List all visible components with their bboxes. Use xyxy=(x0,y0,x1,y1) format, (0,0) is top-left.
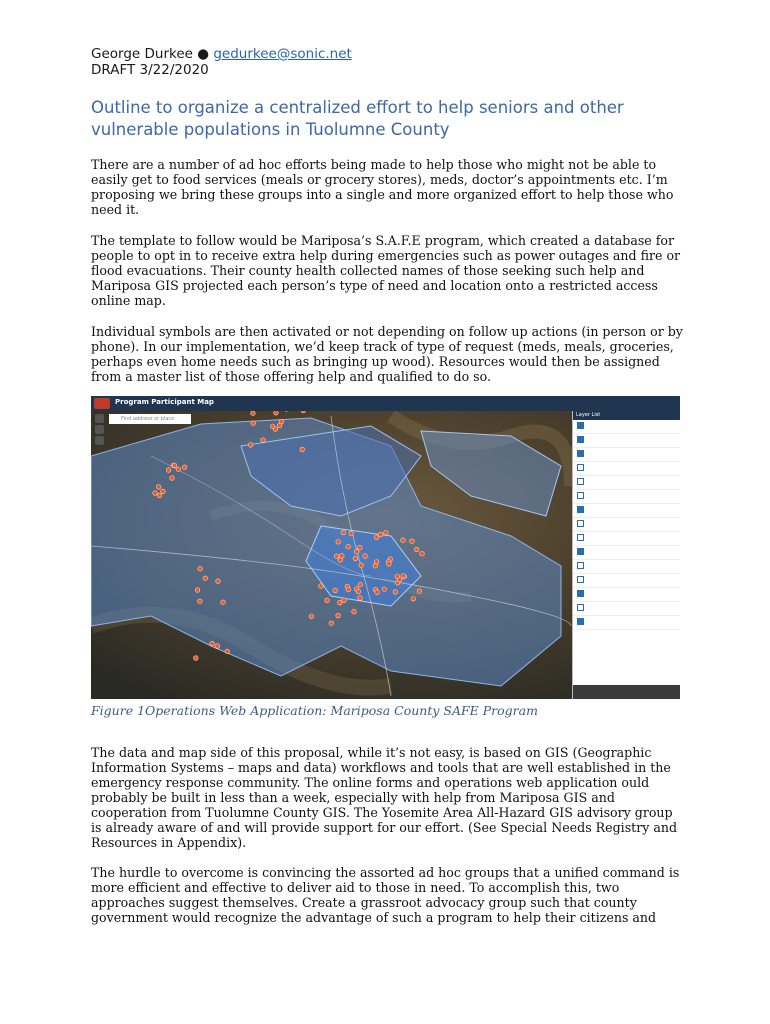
participant-point[interactable] xyxy=(333,588,338,593)
participant-point[interactable] xyxy=(225,649,230,654)
participant-point[interactable] xyxy=(221,600,226,605)
document-page xyxy=(91,46,683,925)
layer-row[interactable] xyxy=(573,476,680,490)
participant-point[interactable] xyxy=(198,599,203,604)
participant-point[interactable] xyxy=(341,530,346,535)
author-name: George Durkee xyxy=(91,46,193,62)
paragraph-gis: The data and map side of this proposal, while it’s not easy, is based on GIS (Geographic Information Systems – maps and data) workflows and tools that are well established in the emergency response community. The online forms and operations web application ould probably be built in less than a week, especially with help from Mariposa GIS and cooperation from Tuolumne County GIS. The Yosemite Area All-Hazard GIS advisory group is already aware of and will provide support for our effort. (See Special Needs Registry and Resources in Appendix). xyxy=(91,745,678,850)
participant-point[interactable] xyxy=(374,560,379,565)
participant-point[interactable] xyxy=(161,489,166,494)
participant-point[interactable] xyxy=(194,656,199,661)
paragraph-symbols: Individual symbols are then activated or not depending on follow up actions (in person or by phone). In our implementation, we’d keep track of type of request (meds, meals, groceries, perhaps even home needs such as bringing up wood). Resources would then be assigned from a master list of those offering help and qualified to do so. xyxy=(91,324,683,384)
layer-row[interactable] xyxy=(573,490,680,504)
layer-list-panel xyxy=(572,411,680,699)
participant-point[interactable] xyxy=(153,491,158,496)
participant-point[interactable] xyxy=(329,621,334,626)
participant-point[interactable] xyxy=(374,535,379,540)
participant-point[interactable] xyxy=(216,579,221,584)
participant-point[interactable] xyxy=(387,562,392,567)
participant-point[interactable] xyxy=(342,598,347,603)
layer-row[interactable] xyxy=(573,588,680,602)
document-title: Outline to organize a centralized effort to help seniors and other vulnerable populations in Tuolumne County xyxy=(91,98,624,139)
layer-row[interactable] xyxy=(573,616,680,630)
participant-point[interactable] xyxy=(261,438,266,443)
participant-point[interactable] xyxy=(172,463,177,468)
paragraph-hurdle: The hurdle to overcome is convincing the assorted ad hoc groups that a unified command is more efficient and effective to deliver aid to those in need. To accomplish this, two approaches suggest themselves. Create a grassroot advocacy group such that county government would recognize the advantage of such a program to help their citizens and xyxy=(91,865,680,925)
layer-row[interactable] xyxy=(573,448,680,462)
participant-point[interactable] xyxy=(166,468,171,473)
participant-point[interactable] xyxy=(397,578,402,583)
participant-point[interactable] xyxy=(359,563,364,568)
layer-row[interactable] xyxy=(573,462,680,476)
search-input[interactable]: Find address or place xyxy=(109,414,191,424)
layer-row[interactable] xyxy=(573,560,680,574)
layer-row[interactable] xyxy=(573,546,680,560)
figure-map-screenshot xyxy=(91,396,680,699)
participant-point[interactable] xyxy=(352,609,357,614)
participant-point[interactable] xyxy=(336,540,341,545)
panel-toolbar xyxy=(573,685,680,699)
participant-point[interactable] xyxy=(156,485,161,490)
participant-point[interactable] xyxy=(393,590,398,595)
participant-point[interactable] xyxy=(417,589,422,594)
participant-point[interactable] xyxy=(358,582,363,587)
participant-point[interactable] xyxy=(195,588,200,593)
zoom-out-icon[interactable] xyxy=(95,425,104,434)
participant-point[interactable] xyxy=(346,587,351,592)
participant-point[interactable] xyxy=(356,589,361,594)
participant-point[interactable] xyxy=(198,566,203,571)
participant-point[interactable] xyxy=(382,587,387,592)
participant-point[interactable] xyxy=(336,613,341,618)
county-logo-icon xyxy=(94,398,110,409)
participant-point[interactable] xyxy=(401,574,406,579)
participant-point[interactable] xyxy=(337,600,342,605)
layer-list-title: Layer List xyxy=(573,411,680,420)
app-header xyxy=(91,396,680,411)
participant-point[interactable] xyxy=(363,554,368,559)
participant-point[interactable] xyxy=(334,554,339,559)
participant-point[interactable] xyxy=(176,467,181,472)
layer-row[interactable] xyxy=(573,574,680,588)
participant-point[interactable] xyxy=(401,538,406,543)
participant-point[interactable] xyxy=(358,545,363,550)
participant-point[interactable] xyxy=(420,551,425,556)
participant-point[interactable] xyxy=(277,423,282,428)
participant-point[interactable] xyxy=(410,539,415,544)
map-app xyxy=(91,396,680,699)
paragraph-template: The template to follow would be Mariposa’s S.A.F.E program, which created a database for people to opt in to receive extra help during emergencies such as power outages and fire or flood evacuations. Their county health collected names of those seeking such help and Mariposa GIS projected each person’s type of need and location onto a restricted access online map. xyxy=(91,233,681,308)
participant-point[interactable] xyxy=(274,411,279,416)
participant-point[interactable] xyxy=(375,590,380,595)
layer-row[interactable] xyxy=(573,532,680,546)
participant-point[interactable] xyxy=(309,614,314,619)
app-title: Program Participant Map xyxy=(115,398,214,406)
participant-point[interactable] xyxy=(170,476,175,481)
participant-point[interactable] xyxy=(182,465,187,470)
participant-point[interactable] xyxy=(349,531,354,536)
participant-point[interactable] xyxy=(411,597,416,602)
layer-row[interactable] xyxy=(573,602,680,616)
layer-row[interactable] xyxy=(573,518,680,532)
figure-caption: Figure 1Operations Web Application: Mariposa County SAFE Program xyxy=(91,703,538,718)
participant-point[interactable] xyxy=(346,544,351,549)
participant-point[interactable] xyxy=(325,598,330,603)
draft-date: DRAFT 3/22/2020 xyxy=(91,62,209,78)
participant-point[interactable] xyxy=(378,532,383,537)
layer-row[interactable] xyxy=(573,420,680,434)
participant-point[interactable] xyxy=(414,547,419,552)
author-line xyxy=(91,46,683,62)
bullet-icon: ● xyxy=(197,46,210,62)
participant-point[interactable] xyxy=(210,641,215,646)
participant-point[interactable] xyxy=(251,411,256,416)
participant-point[interactable] xyxy=(319,584,324,589)
participant-point[interactable] xyxy=(248,443,253,448)
participant-point[interactable] xyxy=(215,644,220,649)
paragraph-intro: There are a number of ad hoc efforts being made to help those who might not be able to easily get to food services (meals or grocery stores), meds, doctor’s appointments etc. I’m proposing we bring these groups into a single and more organized effort to help those who need it. xyxy=(91,157,674,217)
layer-row[interactable] xyxy=(573,504,680,518)
participant-point[interactable] xyxy=(251,421,256,426)
zoom-in-icon[interactable] xyxy=(95,414,104,423)
participant-point[interactable] xyxy=(157,493,162,498)
participant-point[interactable] xyxy=(358,596,363,601)
participant-point[interactable] xyxy=(270,424,275,429)
participant-point[interactable] xyxy=(353,556,358,561)
participant-point[interactable] xyxy=(354,549,359,554)
participant-point[interactable] xyxy=(384,530,389,535)
participant-point[interactable] xyxy=(203,576,208,581)
participant-point[interactable] xyxy=(300,447,305,452)
layer-row[interactable] xyxy=(573,434,680,448)
home-icon[interactable] xyxy=(95,436,104,445)
participant-point[interactable] xyxy=(340,554,345,559)
email-link[interactable]: gedurkee@sonic.net xyxy=(213,46,352,62)
